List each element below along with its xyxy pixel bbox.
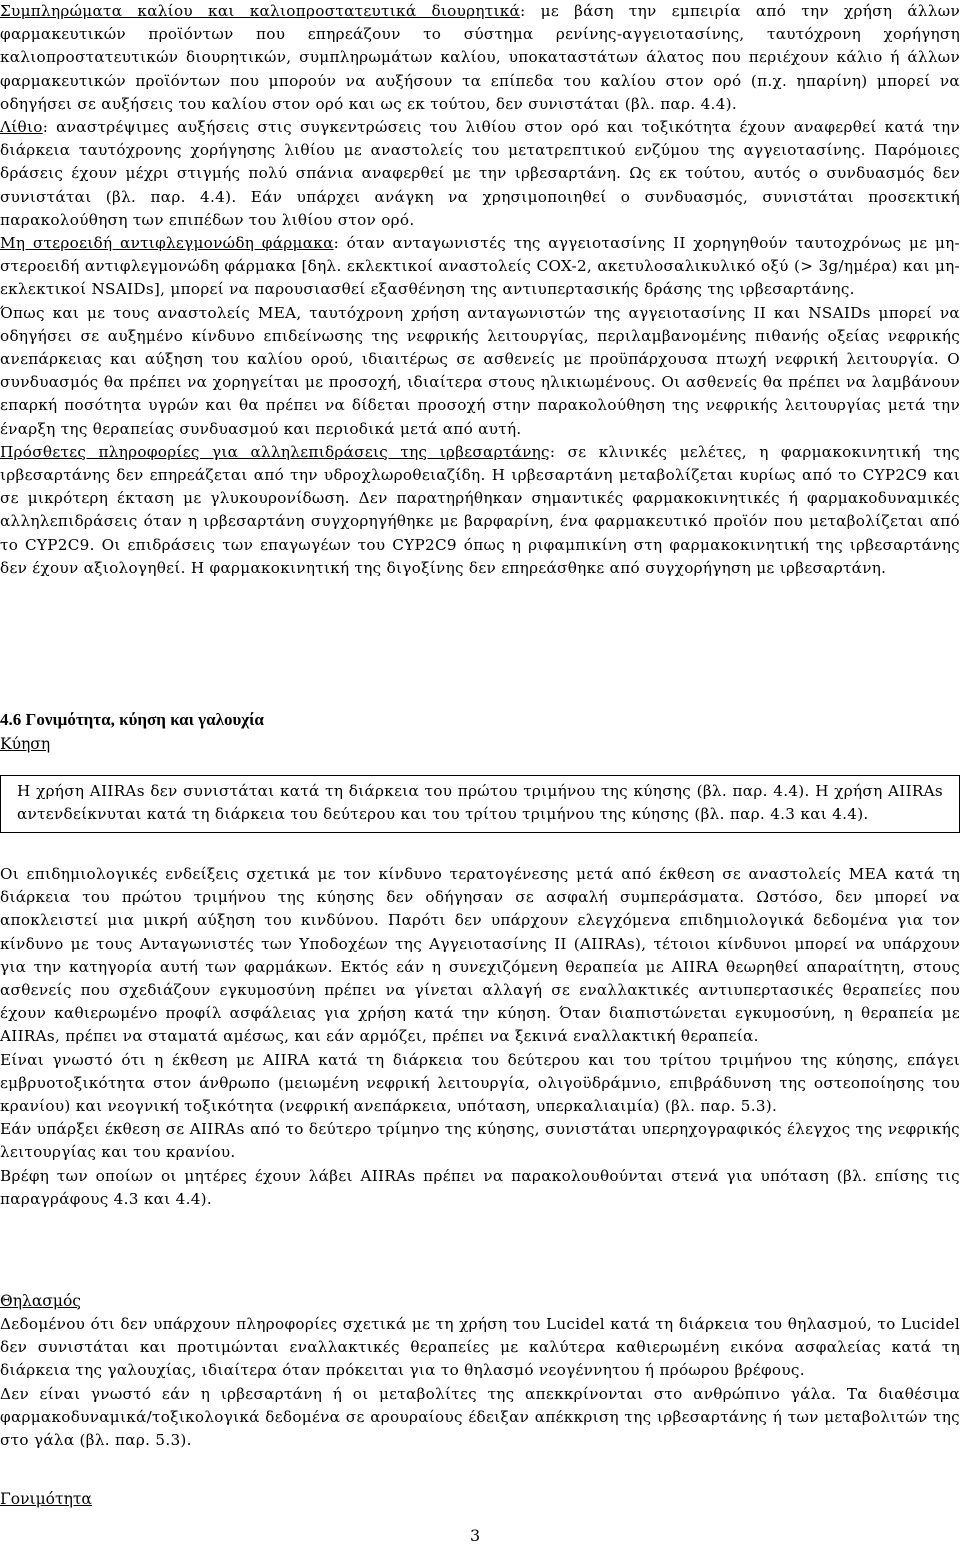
- interaction-paragraph-nsaids: [0, 232, 960, 302]
- interaction-paragraph-potassium: [0, 0, 960, 116]
- interactions-block: [0, 0, 960, 580]
- paragraph-body: : με βάση την εμπειρία από την χρήση άλλων φαρμακευτικών προϊόντων που επηρεάζουν το σύστημα ρενίνης-αγγειοτασίνης, ταυτόχρονη χορήγηση καλιοπροστατευτικών διουρητικών, συμπληρωμάτων καλίου, υποκαταστάτων άλατος που περιέχουν κάλιο ή άλλων φαρμακευτικών προϊόντων που μπορούν να αυξήσουν τα επίπεδα του καλίου στον ορό (π.χ. ηπαρίνη) μπορεί να οδηγήσει σε αυξήσεις του καλίου στον ορό και ως εκ τούτου, δεν συνιστάται (βλ. παρ. 4.4).: [0, 2, 960, 113]
- pregnancy-warning-box-wrap: [0, 775, 960, 833]
- paragraph-lead-term: Συμπληρώματα καλίου και καλιοπροστατευτικά διουρητικά: [0, 2, 521, 20]
- fertility-block: [0, 1487, 960, 1511]
- paragraph-body: : αναστρέψιμες αυξήσεις στις συγκεντρώσεις του λιθίου στον ορό και τοξικότητα έχουν αναφερθεί κατά την διάρκεια ταυτόχρονης χορήγησης λιθίου με αναστολείς του μετατρεπτικού ενζύμου της αγγειοτασίνης. Παρόμοιες δράσεις έχουν μέχρι στιγμής πολύ σπάνια αναφερθεί με την ιρβεσαρτάνη. Ως εκ τούτου, αυτός ο συνδυασμός δεν συνιστάται (βλ. παρ. 4.4). Εάν υπάρχει ανάγκη να χρησιμοποιηθεί ο συνδυασμός, συνιστάται προσεκτική παρακολούθηση των επιπέδων του λιθίου στον ορό.: [0, 118, 960, 229]
- pregnancy-warning-box: [0, 775, 960, 833]
- pregnancy-paragraph: Οι επιδημιολογικές ενδείξεις σχετικά με τον κίνδυνο τερατογένεσης μετά από έκθεση σε αναστολείς ΜΕΑ κατά τη διάρκεια του πρώτου τριμήνου της κύησης δεν οδήγησαν σε ασφαλή συμπεράσματα. Ωστόσο, δεν μπορεί να αποκλειστεί μια μικρή αύξηση του κινδύνου. Παρότι δεν υπάρχουν ελεγχόμενα επιδημιολογικά δεδομένα για τον κίνδυνο με τους Ανταγωνιστές των Υποδοχέων της Αγγειοτασίνης II (AIIRAs), τέτοιοι κίνδυνοι μπορεί να υπάρχουν για την κατηγορία αυτή των φαρμάκων. Εκτός εάν η συνεχιζόμενη θεραπεία με AIIRA θεωρηθεί απαραίτητη, στους ασθενείς που σχεδιάζουν εγκυμοσύνη πρέπει να γίνεται αλλαγή σε εναλλακτικές αντιυπερτασικές θεραπείες που έχουν καθιερωμένο προφίλ ασφάλειας για χρήση κατά την κύηση. Όταν διαπιστώνεται εγκυμοσύνη, η θεραπεία με AIIRAs, πρέπει να σταματά αμέσως, και εάν αρμόζει, πρέπει να ξεκινά εναλλακτική θεραπεία.: [0, 865, 960, 1046]
- interaction-paragraph-additional: [0, 441, 960, 580]
- pregnancy-subheading: Κύηση: [0, 735, 51, 753]
- page-number: 3: [470, 1526, 481, 1545]
- paragraph-body: : όταν ανταγωνιστές της αγγειοτασίνης II χορηγηθούν ταυτοχρόνως με μη-στεροειδή αντιφλεγμονώδη φάρμακα [δηλ. εκλεκτικοί αναστολείς COX-2, ακετυλοσαλικυλικό οξύ (> 3g/ημέρα) και μη-εκλεκτικοί NSAIDs], μπορεί να παρουσιασθεί εξασθένηση της αντιυπερτασικής δράσης της ιρβεσαρτάνης.: [0, 234, 960, 299]
- paragraph-body: Όπως και με τους αναστολείς ΜΕΑ, ταυτόχρονη χρήση ανταγωνιστών της αγγειοτασίνης II και NSAIDs μπορεί να οδηγήσει σε αυξημένο κίνδυνο επιδείνωσης της νεφρικής λειτουργίας, περιλαμβανομένης πιθανής οξείας νεφρικής ανεπάρκειας και αύξηση του καλίου ορού, ιδιαιτέρως σε ασθενείς με προϋπάρχουσα πτωχή νεφρική λειτουργία. Ο συνδυασμός θα πρέπει να χορηγείται με προσοχή, ιδιαίτερα στους ηλικιωμένους. Οι ασθενείς θα πρέπει να λαμβάνουν επαρκή ποσότητα υγρών και θα πρέπει να δίδεται προσοχή στην παρακολούθηση της νεφρικής λειτουργίας μετά την έναρξη της θεραπείας συνδυασμού και περιοδικά μετά από αυτή.: [0, 303, 960, 438]
- lactation-paragraph: Δεν είναι γνωστό εάν η ιρβεσαρτάνη ή οι μεταβολίτες της απεκκρίνονται στο ανθρώπινο γάλα. Τα διαθέσιμα φαρμακοδυναμικά/τοξικολογικά δεδομένα σε αρουραίους έδειξαν απέκκριση της ιρβεσαρτάνης ή των μεταβολιτών της στο γάλα (βλ. παρ. 5.3).: [0, 1384, 960, 1450]
- pregnancy-paragraph: Εάν υπάρξει έκθεση σε AIIRAs από το δεύτερο τρίμηνο της κύησης, συνιστάται υπερηχογραφικός έλεγχος της νεφρικής λειτουργίας και του κρανίου.: [0, 1120, 960, 1162]
- paragraph-lead-term: Πρόσθετες πληροφορίες για αλληλεπιδράσεις της ιρβεσαρτάνης: [0, 442, 550, 461]
- fertility-subheading: Γονιμότητα: [0, 1490, 92, 1508]
- pregnancy-text-block: [0, 863, 960, 1211]
- pregnancy-paragraph: Είναι γνωστό ότι η έκθεση με AIIRA κατά τη διάρκεια του δεύτερου και του τρίτου τριμήνου της κύησης, επάγει εμβρυοτοξικότητα στον άνθρωπο (μειωμένη νεφρική λειτουργία, ολιγοϋδράμνιο, επιβράδυνση της οστεοποίησης του κρανίου) και νεογνική τοξικότητα (νεφρική ανεπάρκεια, υπόταση, υπερκαλιαιμία) (βλ. παρ. 5.3).: [0, 1050, 960, 1116]
- section-heading: 4.6 Γονιμότητα, κύηση και γαλουχία: [0, 710, 264, 729]
- pregnancy-paragraph: Βρέφη των οποίων οι μητέρες έχουν λάβει AIIRAs πρέπει να παρακολουθούνται στενά για υπόταση (βλ. επίσης τις παραγράφους 4.3 και 4.4).: [0, 1166, 960, 1208]
- lactation-paragraph: Δεδομένου ότι δεν υπάρχουν πληροφορίες σχετικά με τη χρήση του Lucidel κατά τη διάρκεια του θηλασμού, το Lucidel δεν συνιστάται και προτιμώνται εναλλακτικές θεραπείες με καλύτερα καθιερωμένη εικόνα ασφαλείας κατά τη διάρκεια της γαλουχίας, ιδιαίτερα όταν πρόκειται για το θηλασμό νεογέννητου ή πρόωρου βρέφους.: [0, 1315, 960, 1380]
- interaction-paragraph-lithium: [0, 116, 960, 232]
- lactation-block: [0, 1289, 960, 1452]
- section-4-6: [0, 708, 960, 756]
- paragraph-body: : σε κλινικές μελέτες, η φαρμακοκινητική της ιρβεσαρτάνης δεν επηρεάζεται από την υδροχλωροθειαζίδη. Η ιρβεσαρτάνη μεταβολίζεται κυρίως από το CYP2C9 και σε μικρότερη έκταση με γλυκουρονίδωση. Δεν παρατηρήθηκαν σημαντικές φαρμακοκινητικές ή φαρμακοδυναμικές αλληλεπιδράσεις όταν η ιρβεσαρτάνη συγχορηγήθηκε με βαρφαρίνη, ένα φαρμακευτικό προϊόν που μεταβολίζεται από το CYP2C9. Οι επιδράσεις των επαγωγέων του CYP2C9 όπως η ριφαμπικίνη στη φαρμακοκινητική της ιρβεσαρτάνης δεν έχουν αξιολογηθεί. Η φαρμακοκινητική της διγοξίνης δεν επηρεάσθηκε από συγχορήγηση με ιρβεσαρτάνη.: [0, 442, 960, 577]
- interaction-paragraph-ace: [0, 302, 960, 441]
- paragraph-lead-term: Μη στεροειδή αντιφλεγμονώδη φάρμακα: [0, 234, 334, 253]
- lactation-subheading: Θηλασμός: [0, 1292, 81, 1310]
- paragraph-lead-term: Λίθιο: [0, 118, 43, 137]
- boxed-warning-text: Η χρήση AIIRAs δεν συνιστάται κατά τη διάρκεια του πρώτου τριμήνου της κύησης (βλ. παρ. 4.4). Η χρήση AIIRAs αντενδείκνυται κατά τη διάρκεια του δεύτερου και του τρίτου τριμήνου της κύησης (βλ. παρ. 4.3 και 4.4).: [17, 782, 943, 824]
